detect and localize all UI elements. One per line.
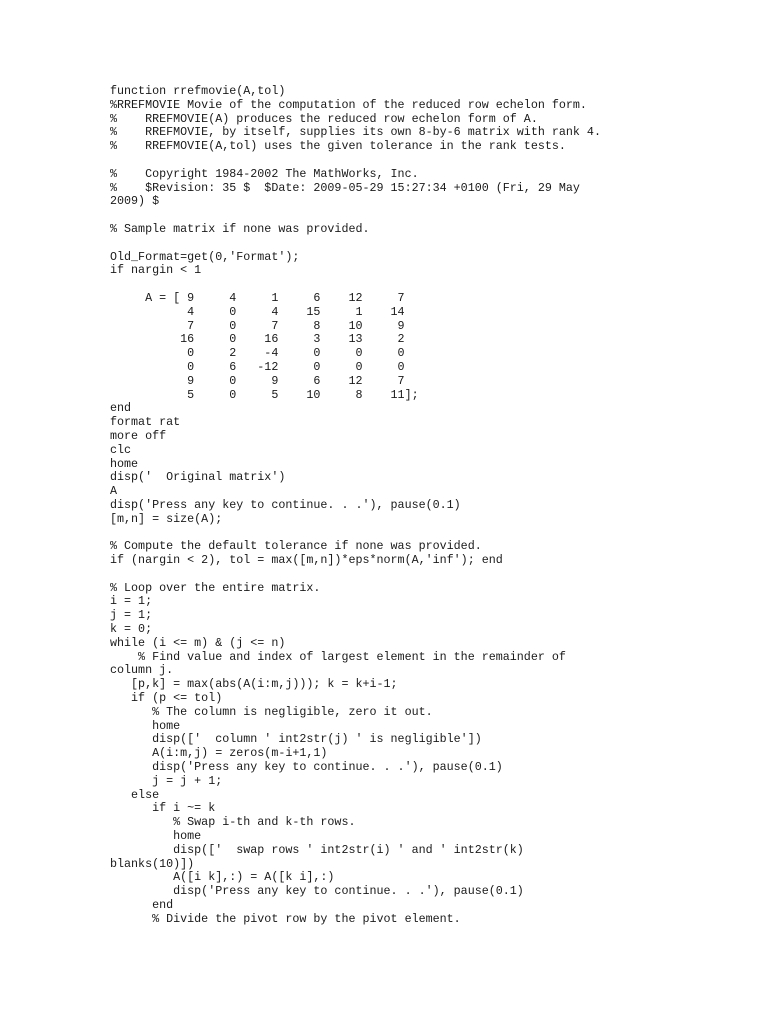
code-line: while (i <= m) & (j <= n) bbox=[110, 635, 286, 650]
code-line: format rat bbox=[110, 415, 181, 430]
code-line: % Copyright 1984-2002 The MathWorks, Inc. bbox=[110, 166, 419, 181]
code-line: disp('Press any key to continue. . .'), pause(0.1) bbox=[110, 497, 461, 512]
code-line: % $Revision: 35 $ $Date: 2009-05-29 15:27:34 +0100 (Fri, 29 May bbox=[110, 180, 580, 195]
code-line: 5 0 5 10 8 11]; bbox=[110, 387, 419, 402]
code-line: i = 1; bbox=[110, 594, 153, 609]
code-line: column j. bbox=[110, 663, 174, 678]
code-line: else bbox=[110, 787, 160, 802]
code-line: % Swap i-th and k-th rows. bbox=[110, 815, 356, 830]
code-line: 9 0 9 6 12 7 bbox=[110, 373, 405, 388]
code-line: A(i:m,j) = zeros(m-i+1,1) bbox=[110, 746, 328, 761]
code-line: disp(' Original matrix') bbox=[110, 470, 286, 485]
code-line: 7 0 7 8 10 9 bbox=[110, 318, 405, 333]
code-line: % Loop over the entire matrix. bbox=[110, 580, 321, 595]
code-line: if (p <= tol) bbox=[110, 691, 223, 706]
code-line: home bbox=[110, 456, 139, 471]
code-line: 0 2 -4 0 0 0 bbox=[110, 346, 405, 361]
code-line: % RREFMOVIE(A,tol) uses the given tolerance in the rank tests. bbox=[110, 139, 566, 154]
code-line: % The column is negligible, zero it out. bbox=[110, 704, 433, 719]
code-line: A([i k],:) = A([k i],:) bbox=[110, 870, 335, 885]
code-line: A = [ 9 4 1 6 12 7 bbox=[110, 290, 405, 305]
code-line: 4 0 4 15 1 14 bbox=[110, 304, 405, 319]
code-line bbox=[110, 278, 740, 292]
code-line: if nargin < 1 bbox=[110, 263, 202, 278]
code-line: disp('Press any key to continue. . .'), pause(0.1) bbox=[110, 760, 503, 775]
code-line: if (nargin < 2), tol = max([m,n])*eps*norm(A,'inf'); end bbox=[110, 553, 503, 568]
code-line: disp([' swap rows ' int2str(i) ' and ' int2str(k) bbox=[110, 842, 524, 857]
code-line: 2009) $ bbox=[110, 194, 160, 209]
code-line: % RREFMOVIE, by itself, supplies its own 8-by-6 matrix with rank 4. bbox=[110, 125, 601, 140]
code-line: end bbox=[110, 401, 132, 416]
code-line: home bbox=[110, 829, 202, 844]
code-line: if i ~= k bbox=[110, 801, 216, 816]
code-line: % Compute the default tolerance if none was provided. bbox=[110, 539, 482, 554]
code-line: % RREFMOVIE(A) produces the reduced row echelon form of A. bbox=[110, 111, 538, 126]
code-line: 16 0 16 3 13 2 bbox=[110, 332, 405, 347]
code-line: [m,n] = size(A); bbox=[110, 511, 223, 526]
code-line: % Divide the pivot row by the pivot element. bbox=[110, 911, 461, 926]
code-line: 0 6 -12 0 0 0 bbox=[110, 359, 405, 374]
code-listing bbox=[110, 85, 740, 927]
code-line: %RREFMOVIE Movie of the computation of the reduced row echelon form. bbox=[110, 97, 587, 112]
code-line bbox=[110, 568, 740, 582]
code-line bbox=[110, 209, 740, 223]
code-line: disp('Press any key to continue. . .'), pause(0.1) bbox=[110, 884, 524, 899]
code-line: more off bbox=[110, 428, 167, 443]
code-line bbox=[110, 527, 740, 541]
code-line: A bbox=[110, 484, 118, 499]
code-line: clc bbox=[110, 442, 132, 457]
code-line: end bbox=[110, 898, 174, 913]
code-line: function rrefmovie(A,tol) bbox=[110, 84, 286, 98]
code-line: j = 1; bbox=[110, 608, 153, 623]
code-line: % Sample matrix if none was provided. bbox=[110, 221, 370, 236]
code-line: [p,k] = max(abs(A(i:m,j))); k = k+i-1; bbox=[110, 677, 398, 692]
code-line: blanks(10)]) bbox=[110, 856, 195, 871]
code-line: j = j + 1; bbox=[110, 773, 223, 788]
code-line bbox=[110, 237, 740, 251]
code-line bbox=[110, 154, 740, 168]
code-line: k = 0; bbox=[110, 622, 153, 637]
code-line: % Find value and index of largest element in the remainder of bbox=[110, 649, 566, 664]
code-line: Old_Format=get(0,'Format'); bbox=[110, 249, 300, 264]
code-line: home bbox=[110, 718, 181, 733]
code-line: disp([' column ' int2str(j) ' is negligible']) bbox=[110, 732, 482, 747]
